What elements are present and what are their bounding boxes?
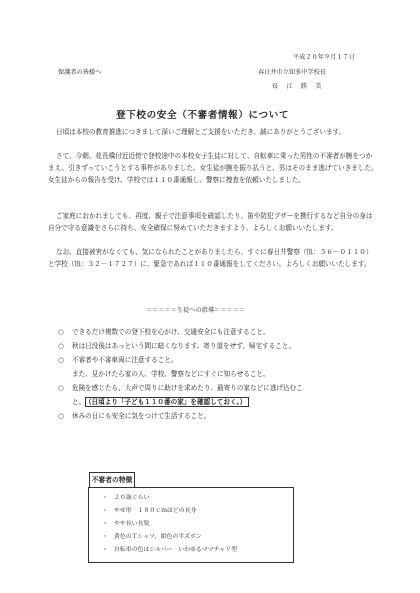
feature-item: ・ ２０歳ぐらい [102,495,150,501]
circle-bullet-icon: ○ [58,342,64,350]
guidance-item: ○ できるだけ複数での登下校を心がけ、交通安全にも注意すること。 [58,328,270,336]
body-paragraph-3: ご家庭におかれましても、再度、親子で注意事項を確認したり、笛や防犯ブザーを携行するなど自分の身は自分で守る意識をさらに持ち、安全確保に努めていただきますよう、よろしくお願いいたします。 [48,212,373,232]
bullet-icon: ・ [102,547,108,553]
guidance-item: ○ 危険を感じたら、大声で周りに助けを求めたり、最寄りの家などに逃げ込むこ [58,384,303,392]
principal-name: 長 江 勝 美 [272,83,323,90]
guidance-item: ○ 秋は日没後はあっという間に暗くなります。寄り道をせず、帰宅すること。 [58,342,296,350]
body-paragraph-4: なお、直接被害がなくても、気になられたことがありましたら、すぐに春日井警察（℡：５６－０１１０）と学校（℡：３２－１７２７）に、緊急であれば１１０番通報をしてください。よろしくお願いいたします。 [48,248,373,268]
guidance-item-continued: と。 （日頃より「子ども１１０番の家」を確認しておく。） [58,397,249,408]
guidance-item: ○ 休みの日にも安全に気をつけて生活すること。 [58,412,211,420]
school-name: 春日井市立知多中学校長 [258,69,327,76]
document-title: 登下校の安全（不審者情報）について [116,110,290,121]
feature-item: ・ やせ形 １８０ｃｍほどの長身 [102,508,197,514]
recipient-line: 保護者の皆様へ [58,69,102,76]
feature-item: ・ やや長い長髪 [102,521,150,527]
document-date: 平成２０年９月１７日 [293,54,355,61]
feature-item: ・ 自転車の色はシルバー いわゆるママチャリ型 [102,547,237,553]
bullet-icon: ・ [102,521,108,527]
circle-bullet-icon: ○ [58,412,64,420]
circle-bullet-icon: ○ [58,328,64,336]
guidance-item-continued: また、見かけたら家の人、学校、警察などにすぐに知らせること。 [72,370,270,378]
circle-bullet-icon: ○ [58,356,64,364]
circle-bullet-icon: ○ [58,384,64,392]
guidance-item: ○ 不審者や不審車両に注意すること。 [58,356,178,364]
feature-item: ・ 黄色のＴシャツ，紺色の半ズボン [102,534,202,540]
bullet-icon: ・ [102,495,108,501]
bullet-icon: ・ [102,508,108,514]
features-label: 不審者の特徴 [89,472,135,487]
bullet-icon: ・ [102,534,108,540]
body-paragraph-1: 日頃は本校の教育推進につきまして深いご理解とご支援をいただき、誠にありがとうございます。 [56,128,346,136]
body-paragraph-2: さて、今朝、花長橋付近近傍で登校途中の本校女子生徒に対して、自転車に乗った男性の不審者が腕をつかまえ、引きずっていこうとする事件がありました。女生徒が腕を振り払うと、男はそのまま逃げていきました。女生徒からの報告を受け、学校では１１０番通報し、警察に捜査を依頼いたしました。 [48,152,378,184]
guidance-heading: ＝＝＝＝＝生徒への指導＝＝＝＝＝ [146,307,245,314]
highlight-box: （日頃より「子ども１１０番の家」を確認しておく。） [85,397,249,407]
